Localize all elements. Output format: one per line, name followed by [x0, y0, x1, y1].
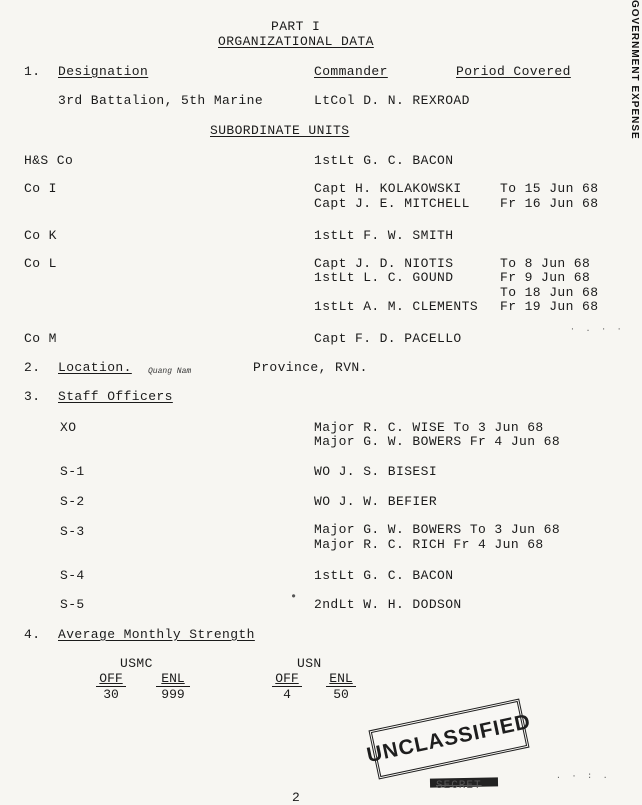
ink-blot: •	[290, 590, 301, 604]
unit-commander-name: Capt H. KOLAKOWSKI	[314, 181, 462, 196]
unit-name: Co M	[24, 331, 57, 346]
usn-enlisted	[326, 671, 356, 702]
staff-role: S-1	[60, 464, 85, 479]
usn-label: USN	[297, 656, 322, 671]
unit-period: To 15 Jun 68	[500, 181, 599, 196]
staff-officer: Major G. W. BOWERS To 3 Jun 68	[314, 522, 561, 537]
section-1-number: 1.	[24, 64, 41, 79]
location-handwritten: Quang Nam	[148, 367, 192, 376]
location-text: Province, RVN.	[253, 360, 368, 375]
usmc-off-label: OFF	[99, 671, 123, 686]
usn-off-label: OFF	[275, 671, 299, 686]
staff-role: S-5	[60, 597, 85, 612]
unit-period: Fr 9 Jun 68	[500, 270, 591, 285]
usmc-off-value: 30	[96, 686, 126, 702]
section-4-number: 4.	[24, 627, 41, 642]
staff-role: S-2	[60, 494, 85, 509]
unit-period: To 8 Jun 68	[500, 256, 591, 271]
unit-name: Co L	[24, 256, 57, 271]
usn-enl-value: 50	[326, 686, 356, 702]
unit-designation: 3rd Battalion, 5th Marine	[58, 93, 264, 108]
unit-commander: LtCol D. N. REXROAD	[314, 93, 470, 108]
margin-stamp: GOVERNMENT EXPENSE	[629, 0, 640, 140]
unit-period: Fr 16 Jun 68	[500, 196, 599, 211]
staff-officers-label: Staff Officers	[58, 389, 173, 404]
unit-commander-name: 1stLt G. C. BACON	[314, 153, 454, 168]
location-label: Location.	[58, 360, 132, 375]
staff-officer: Major R. C. RICH Fr 4 Jun 68	[314, 537, 544, 552]
unit-commander-name: 1stLt F. W. SMITH	[314, 228, 454, 243]
usmc-enl-label: ENL	[161, 671, 185, 686]
staff-officer: Major G. W. BOWERS Fr 4 Jun 68	[314, 434, 561, 449]
unit-commander-name: Capt F. D. PACELLO	[314, 331, 462, 346]
usn-off-value: 4	[272, 686, 302, 702]
unit-period: To 18 Jun 68	[500, 285, 599, 300]
staff-officer: 2ndLt W. H. DODSON	[314, 597, 462, 612]
unit-name: H&S Co	[24, 153, 74, 168]
section-3-number: 3.	[24, 389, 41, 404]
unit-commander-name: 1stLt L. C. GOUND	[314, 270, 454, 285]
part-heading: PART I	[271, 19, 321, 34]
staff-role: XO	[60, 420, 77, 435]
staff-officer: WO J. S. BISESI	[314, 464, 438, 479]
designation-header: Designation	[58, 64, 149, 79]
staff-role: S-3	[60, 524, 85, 539]
staff-officer: Major R. C. WISE To 3 Jun 68	[314, 420, 544, 435]
usmc-enlisted	[156, 671, 190, 702]
unit-commander-name: Capt J. E. MITCHELL	[314, 196, 470, 211]
usn-enl-label: ENL	[329, 671, 353, 686]
strength-label: Average Monthly Strength	[58, 627, 255, 642]
staff-role: S-4	[60, 568, 85, 583]
unit-period: Fr 19 Jun 68	[500, 299, 599, 314]
usmc-enl-value: 999	[156, 686, 190, 702]
unit-commander-name: 1stLt A. M. CLEMENTS	[314, 299, 479, 314]
usmc-officers	[96, 671, 126, 702]
speckle-mark: · . · ·	[570, 325, 625, 334]
usn-officers	[272, 671, 302, 702]
unclassified-stamp: UNCLASSIFIED	[368, 699, 529, 780]
staff-officer: 1stLt G. C. BACON	[314, 568, 454, 583]
unit-name: Co I	[24, 181, 57, 196]
subordinate-units-heading: SUBORDINATE UNITS	[210, 123, 350, 138]
period-header: Poriod Covered	[456, 64, 571, 79]
staff-officer: WO J. W. BEFIER	[314, 494, 438, 509]
secret-mark: SECRET	[436, 780, 482, 792]
unit-name: Co K	[24, 228, 57, 243]
section-2-number: 2.	[24, 360, 41, 375]
usmc-label: USMC	[120, 656, 153, 671]
page-number: 2	[292, 790, 301, 805]
page-title: ORGANIZATIONAL DATA	[218, 34, 374, 49]
unit-commander-name: Capt J. D. NIOTIS	[314, 256, 454, 271]
speckle-mark: . · : .	[556, 772, 611, 781]
commander-header: Commander	[314, 64, 388, 79]
